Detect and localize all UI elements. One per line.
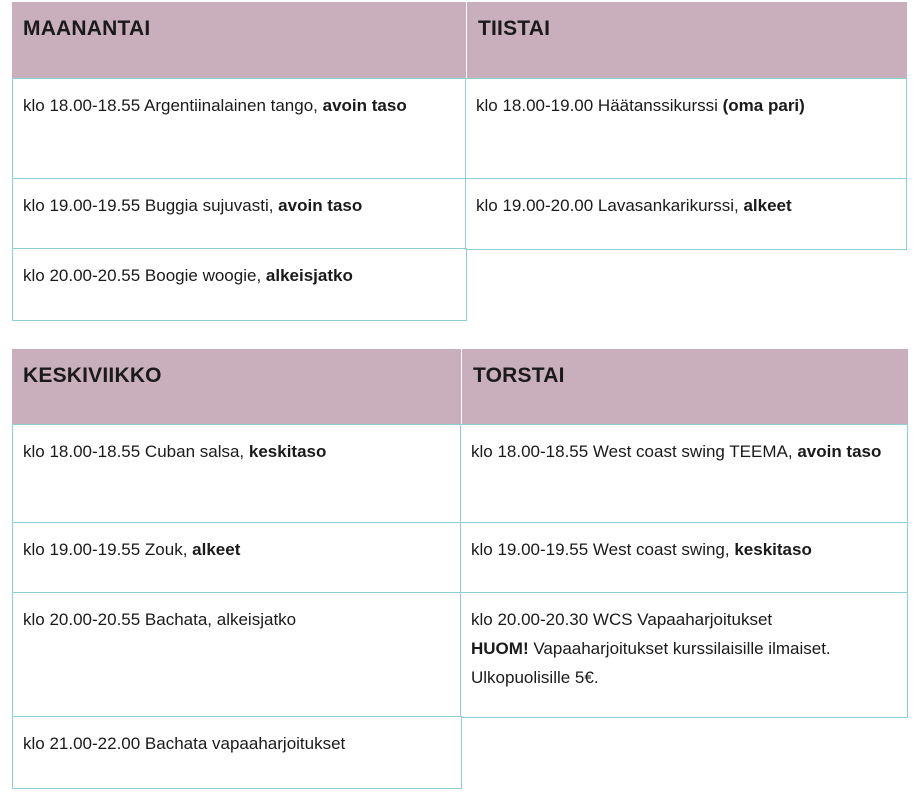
class-text: klo 20.00-20.55 Boogie woogie, alkeisjatko bbox=[23, 266, 353, 285]
class-text: klo 18.00-19.00 Häätanssikurssi (oma pari) bbox=[476, 96, 805, 115]
class-text: klo 19.00-19.55 Zouk, alkeet bbox=[23, 540, 241, 559]
class-text: klo 19.00-19.55 West coast swing, keskitaso bbox=[471, 540, 812, 559]
class-cell bbox=[12, 78, 467, 180]
day-header-torstai bbox=[462, 349, 908, 425]
class-cell bbox=[460, 522, 908, 594]
day-header-maanantai bbox=[12, 2, 466, 78]
note-warning: HUOM! bbox=[471, 639, 529, 658]
class-text: klo 19.00-20.00 Lavasankarikurssi, alkeet bbox=[476, 196, 792, 215]
class-cell bbox=[460, 424, 908, 524]
day-name: KESKIVIIKKO bbox=[23, 364, 162, 387]
class-cell bbox=[12, 522, 462, 594]
class-cell bbox=[12, 592, 462, 718]
class-text: klo 18.00-18.55 Argentiinalainen tango, avoin taso bbox=[23, 96, 407, 115]
class-text: klo 20.00-20.30 WCS Vapaaharjoitukset HUOM! Vapaaharjoitukset kurssilaisille ilmaiset. Ulkopuolisille 5€. bbox=[471, 610, 831, 687]
class-cell bbox=[12, 178, 467, 250]
class-cell bbox=[12, 424, 462, 524]
day-header-tiistai bbox=[467, 2, 907, 78]
class-cell bbox=[12, 716, 462, 789]
class-cell bbox=[460, 592, 908, 718]
class-text: klo 21.00-22.00 Bachata vapaaharjoitukset bbox=[23, 734, 346, 753]
class-cell bbox=[465, 178, 907, 250]
day-name: TORSTAI bbox=[473, 364, 565, 387]
class-cell bbox=[12, 248, 467, 321]
class-text: klo 20.00-20.55 Bachata, alkeisjatko bbox=[23, 610, 297, 629]
day-name: TIISTAI bbox=[478, 17, 551, 40]
day-name: MAANANTAI bbox=[23, 17, 151, 40]
class-cell bbox=[465, 78, 907, 180]
note-text: Vapaaharjoitukset kurssilaisille ilmaiset. Ulkopuolisille 5€. bbox=[471, 639, 831, 687]
class-text: klo 18.00-18.55 West coast swing TEEMA, avoin taso bbox=[471, 442, 882, 461]
class-text: klo 19.00-19.55 Buggia sujuvasti, avoin taso bbox=[23, 196, 363, 215]
day-header-keskiviikko bbox=[12, 349, 461, 425]
class-text: klo 18.00-18.55 Cuban salsa, keskitaso bbox=[23, 442, 327, 461]
